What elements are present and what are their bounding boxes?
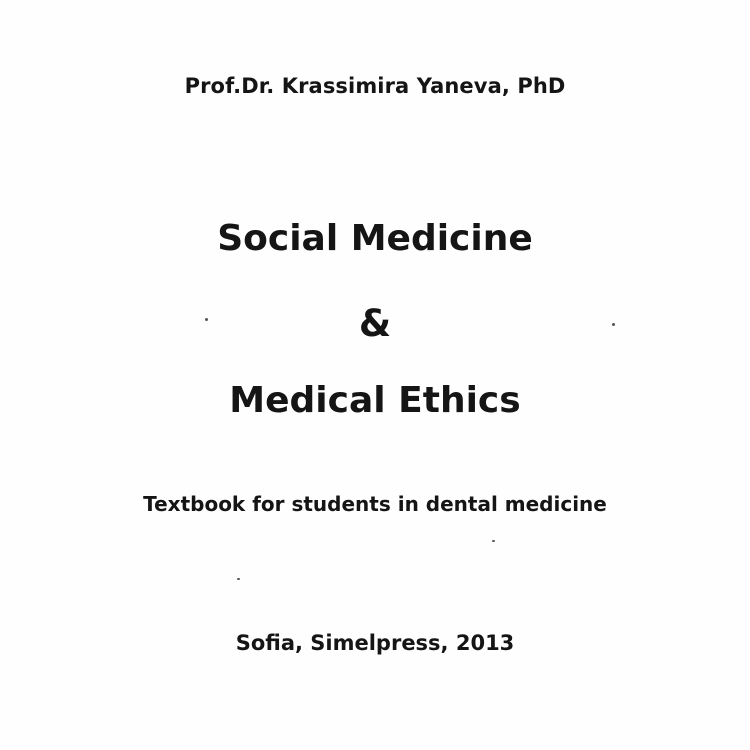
book-title-line-1: Social Medicine: [217, 218, 533, 259]
scan-speck: [612, 323, 615, 326]
book-subtitle: Textbook for students in dental medicine: [143, 492, 607, 516]
title-ampersand: &: [358, 302, 392, 345]
scan-speck: [205, 318, 208, 321]
book-title-line-2: Medical Ethics: [229, 380, 521, 421]
scan-speck: [237, 578, 240, 580]
publication-imprint: Sofia, Simelpress, 2013: [235, 631, 515, 655]
scan-speck: [492, 540, 495, 542]
author-name: Prof.Dr. Krassimira Yaneva, PhD: [184, 74, 566, 98]
